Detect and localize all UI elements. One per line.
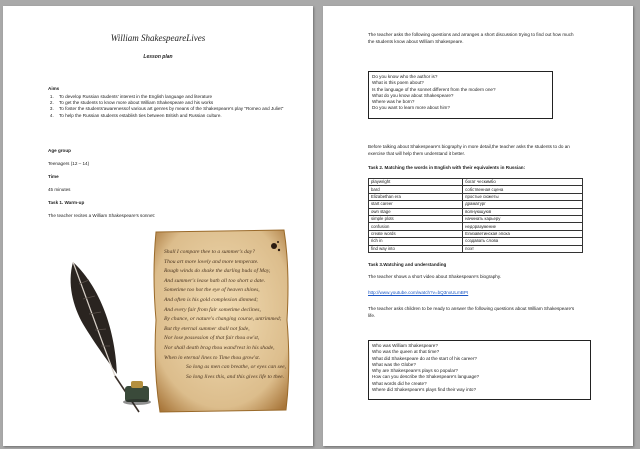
question-item: How can you describe the Shakespeare's language? [372, 374, 480, 380]
questions-box-1 [368, 71, 553, 119]
sonnet-line: Nor lose possession of that fair thou ow'st, [164, 335, 260, 342]
table-row [369, 223, 583, 230]
table-row [369, 193, 583, 200]
russian-word-cell: недоразумение [463, 223, 583, 230]
sonnet-parchment [150, 228, 292, 414]
task3-text: The teacher shows a short video about Shakespeare's biography. [368, 274, 502, 279]
table-row [369, 179, 583, 186]
russian-word-cell: собственная сцена [463, 186, 583, 193]
aim-item: 4. To help the Russian students establish ties between British and Russian culture. [55, 113, 305, 119]
sonnet-line: So long as men can breathe, or eyes can see, [186, 364, 286, 371]
time-value: 45 minutes [48, 187, 71, 192]
table-row [369, 215, 583, 222]
task1-heading: Task 1. Warm-up [48, 200, 85, 205]
intro-line: the students know about William Shakespeare. [368, 39, 464, 44]
table-row [369, 238, 583, 245]
russian-word-cell: богат ческимбо [463, 179, 583, 186]
russian-word-cell: поэт [463, 245, 583, 252]
document-page-2 [323, 6, 633, 446]
english-word-cell: find way into [369, 245, 463, 252]
sonnet-text [164, 248, 289, 382]
english-word-cell: playwright [369, 179, 463, 186]
russian-word-cell: создавать слова [463, 238, 583, 245]
matching-table [368, 178, 583, 253]
russian-word-cell: простые сюжеты [463, 193, 583, 200]
question-item: Where was he born? [372, 99, 415, 105]
question-item: What was the Globe? [372, 361, 416, 367]
question-item: Who was William Shakespeare? [372, 343, 438, 348]
russian-word-cell: волнующуюв [463, 208, 583, 215]
table-row [369, 230, 583, 237]
question-item: What do you know about Shakespeare? [372, 92, 454, 98]
sonnet-line: And often is his gold complexion dimmed; [164, 296, 259, 303]
russian-word-cell: начинать карьеру [463, 215, 583, 222]
english-word-cell: own stage [369, 208, 463, 215]
sonnet-line: By chance, or nature's changing course, untrimmed; [164, 316, 282, 323]
sonnet-line: Shall I compare thee to a summer's day? [164, 249, 255, 255]
task3-after-line: life. [368, 313, 376, 318]
bio-text-line: Before talking about Shakespeare's biography in more detail,the teacher asks the students to do an [368, 144, 570, 149]
english-word-cell: Elizabethan era [369, 193, 463, 200]
question-item: Do you know who the author is? [372, 74, 438, 79]
question-item: What words did he create? [372, 380, 427, 386]
sonnet-line: So long lives this, and this gives life to thee. [186, 373, 285, 380]
document-title: William ShakespeareLives [110, 33, 206, 43]
english-word-cell: bard [369, 186, 463, 193]
russian-word-cell: Елизаветинская эпоха [463, 230, 583, 237]
document-page-1 [3, 6, 313, 446]
questions-box-2 [368, 340, 591, 400]
sonnet-line: Thou art more lovely and more temperate. [164, 258, 259, 265]
task3-heading: Task 3.Watching and understanding [368, 262, 447, 267]
video-link[interactable]: http://www.youtube.com/watch?v=bQ3nxULmBPI [368, 290, 469, 295]
sonnet-line: When in eternal lines to Time thou grow'st. [164, 354, 261, 361]
age-value: Teenagers (12 – 14) [48, 161, 90, 166]
english-word-cell: confusion [369, 223, 463, 230]
table-row [369, 208, 583, 215]
english-word-cell: simple plots [369, 215, 463, 222]
aims-heading: Aims [48, 86, 60, 91]
aims-list [41, 94, 305, 119]
question-item: What did Shakespeare do at the start of his career? [372, 355, 477, 361]
question-item: Do you want to learn more about him? [372, 105, 450, 111]
english-word-cell: start career [369, 201, 463, 208]
table-row [369, 245, 583, 252]
task2-heading: Task 2. Matching the words in English with their equivalents in Russian: [368, 165, 526, 170]
sonnet-line: Sometime too hot the eye of heaven shines, [164, 287, 260, 294]
russian-word-cell: драматург [463, 201, 583, 208]
task3-after-line: The teacher asks children to be ready to answer the following questions about William Shakespeare's [368, 306, 575, 311]
aim-item: 3. To foster the students'awarenessof various art genres by means of the Shakespeare's play "Romeo and Juliet" [55, 106, 305, 112]
aim-item: 1. To develop Russian students' interest in the English language and literature [55, 94, 305, 100]
sonnet-line: Nor shall death brag thou wand'rest in his shade, [164, 344, 275, 351]
document-subtitle: Lesson plan [143, 54, 173, 60]
task1-text: The teacher recites a William Shakespeare's sonnet: [48, 213, 156, 218]
table-row [369, 201, 583, 208]
age-heading: Age group [48, 148, 71, 153]
english-word-cell: create words [369, 230, 463, 237]
table-row [369, 186, 583, 193]
intro-line: The teacher asks the following questions and arranges a short discussion trying to find out how much [368, 32, 574, 37]
question-item: Why are Shakespeare's plays so popular? [372, 368, 458, 374]
sonnet-line: And every fair from fair sometime declines, [164, 306, 261, 313]
aim-item: 2. To get the students to know more about William Shakespeare and his works [55, 100, 305, 106]
bio-text-line: exercise that will help them understand it better. [368, 151, 466, 156]
sonnet-line: And summer's lease hath all too short a date. [164, 277, 266, 284]
sonnet-line: But thy eternal summer shall not fade, [164, 325, 250, 332]
sonnet-line: Rough winds do shake the darling buds of May, [164, 268, 271, 275]
english-word-cell: rich in [369, 238, 463, 245]
question-item: Where did Shakespeare's plays find their way into? [372, 387, 477, 393]
time-heading: Time [48, 174, 59, 179]
question-item: Is the language of the sonnet different from the modern one? [372, 86, 496, 92]
question-item: What is this poem about? [372, 80, 424, 86]
question-item: Who was the queen at that time? [372, 349, 440, 355]
